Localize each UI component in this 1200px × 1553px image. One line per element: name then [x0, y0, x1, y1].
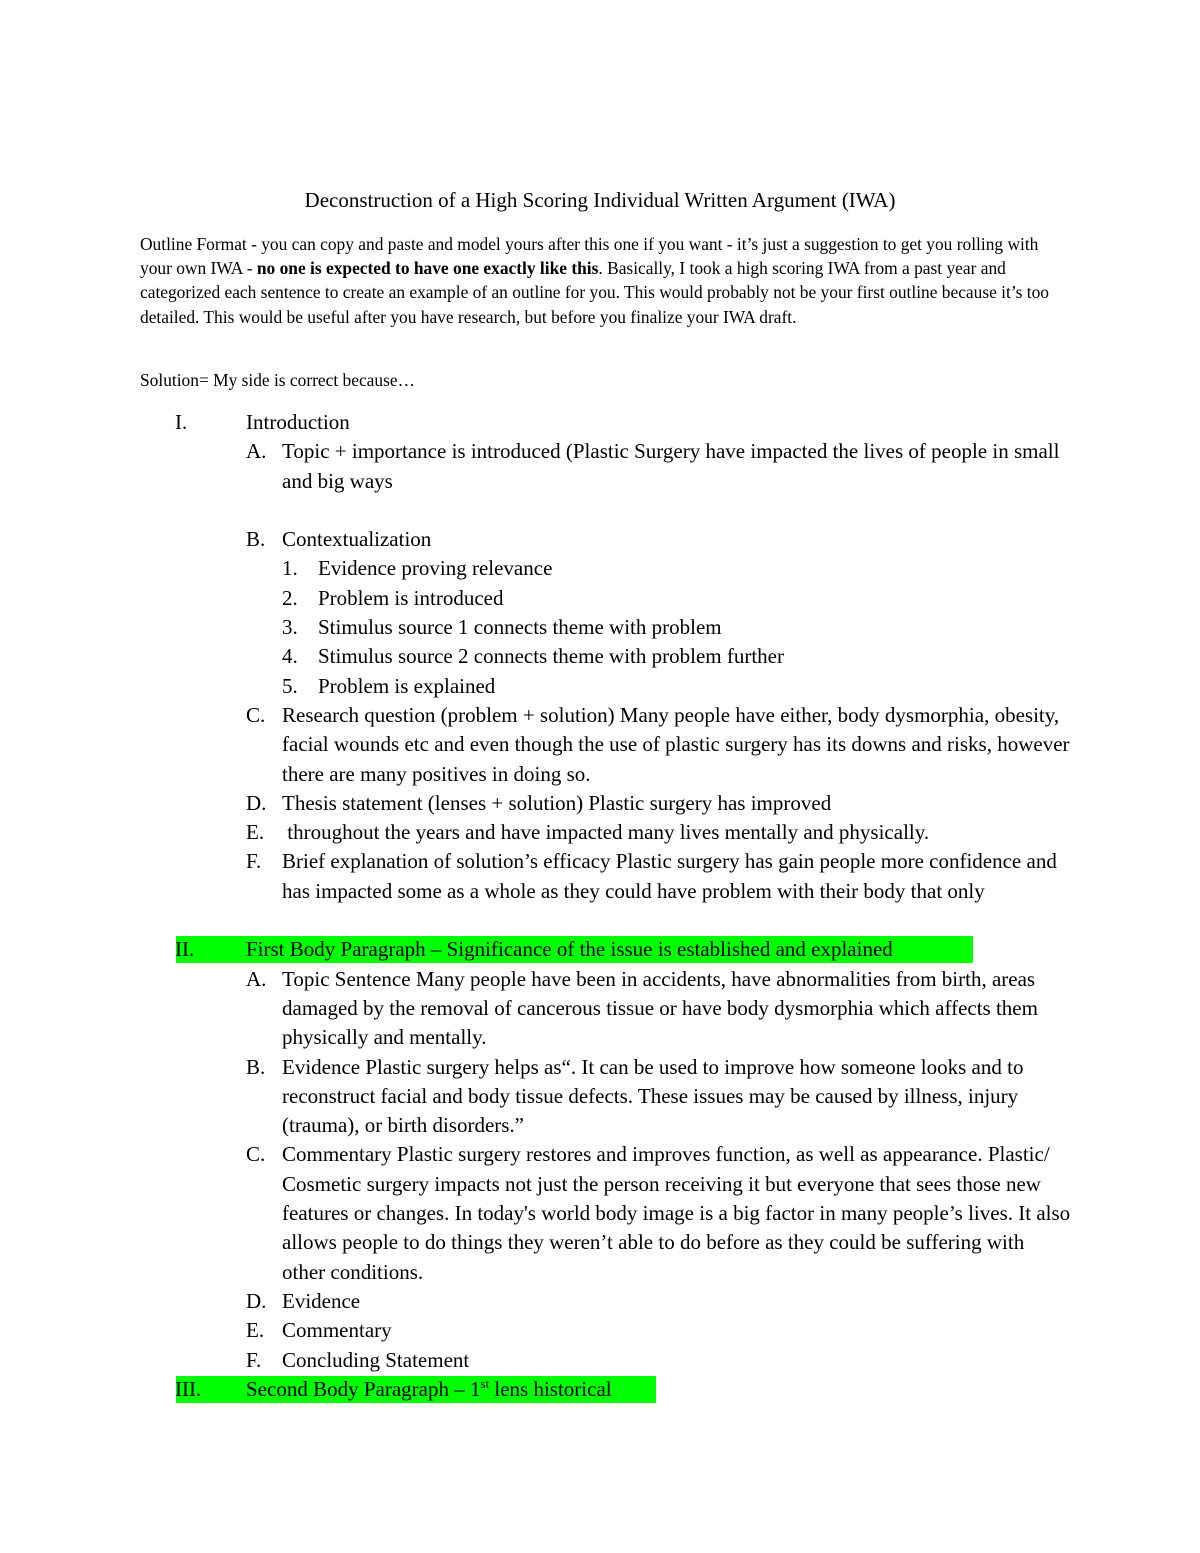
section-marker: III. — [175, 1376, 202, 1401]
outline-subitem — [0, 642, 1200, 671]
outline-item — [0, 1140, 1200, 1287]
subitem-text: Stimulus source 2 connects theme with problem further — [318, 644, 784, 669]
item-marker: D. — [246, 790, 267, 815]
section-marker: I. — [175, 410, 188, 434]
intro-paragraph — [140, 232, 1070, 329]
ordinal-suffix: st — [480, 1375, 490, 1391]
item-marker: E. — [246, 1318, 265, 1343]
subitem-text: Problem is introduced — [318, 585, 504, 610]
subitem-marker: 5. — [282, 673, 298, 698]
subitem-marker: 2. — [282, 585, 298, 610]
subitem-marker: 1. — [282, 556, 298, 581]
item-text: Brief explanation of solution’s efficacy Plastic surgery has gain people more confidence and has impacted some as a whole as they could have problem with their body that only — [282, 849, 1057, 903]
intro-bold-text: no one is expected to have one exactly like this — [256, 258, 599, 279]
section-label — [246, 1375, 612, 1404]
solution-line: Solution= My side is correct because… — [140, 370, 415, 390]
subitem-text: Problem is explained — [318, 673, 496, 698]
item-text: Topic Sentence Many people have been in accidents, have abnormalities from birth, areas damaged by the removal of cancerous tissue or have body dysmorphia which affects them physically and mentally. — [282, 966, 1038, 1050]
section-marker: II. — [175, 937, 195, 962]
subitem-marker: 3. — [282, 615, 298, 640]
item-marker: A. — [246, 966, 267, 991]
item-text: Evidence — [282, 1288, 361, 1313]
item-marker: B. — [246, 1054, 266, 1079]
outline-item — [0, 1346, 1200, 1375]
outline-section-1 — [0, 408, 1200, 437]
item-text: Evidence Plastic surgery helps as“. It can be used to improve how someone looks and to reconstruct facial and body tissue defects. These issues may be caused by illness, injury (trauma), or birth disorders.” — [282, 1054, 1024, 1138]
intro-text-part2: . Basically, I took a high scoring IWA from a past year and categorized each sentence to create an example of an outline for you. This would probably not be your first outline because it’s too detailed. This would be useful after you have research, but before you finalize your IWA draft. — [140, 258, 1049, 327]
outline-item — [0, 1053, 1200, 1141]
item-text: throughout the years and have impacted many lives mentally and physically. — [282, 820, 930, 845]
outline-item — [0, 525, 1200, 554]
item-text: Commentary — [282, 1318, 392, 1343]
outline-subitem — [0, 672, 1200, 701]
item-text: Topic + importance is introduced (Plastic Surgery have impacted the lives of people in small and big ways — [282, 439, 1060, 493]
outline-item — [0, 1287, 1200, 1316]
intro-text-part1: Outline Format - you can copy and paste and model yours after this one if you want - it’s just a suggestion to get you rolling with your own IWA - — [140, 234, 1039, 279]
outline — [0, 408, 1200, 1404]
item-marker: F. — [246, 1347, 262, 1372]
outline-item — [0, 847, 1200, 935]
item-marker: C. — [246, 702, 266, 727]
outline-item — [0, 789, 1200, 818]
section-label: Introduction — [246, 410, 350, 434]
outline-item — [0, 965, 1200, 1053]
item-marker: F. — [246, 849, 262, 874]
item-marker: E. — [246, 820, 265, 845]
section-label: First Body Paragraph – Significance of the issue is established and explained — [246, 937, 893, 962]
subitem-text: Evidence proving relevance — [318, 556, 553, 581]
item-text: Research question (problem + solution) Many people have either, body dysmorphia, obesity, facial wounds etc and even though the use of plastic surgery has its downs and risks, however there are many positives in doing so. — [282, 702, 1070, 786]
outline-section-3 — [0, 1375, 1200, 1404]
item-marker: C. — [246, 1142, 266, 1167]
section-label-text-end: lens historical — [489, 1376, 612, 1401]
outline-item — [0, 1316, 1200, 1345]
subitem-text: Stimulus source 1 connects theme with problem — [318, 615, 722, 640]
item-marker: D. — [246, 1288, 267, 1313]
outline-item — [0, 437, 1200, 496]
outline-item — [0, 818, 1200, 847]
outline-subitem — [0, 613, 1200, 642]
outline-subitem — [0, 584, 1200, 613]
subitem-marker: 4. — [282, 644, 298, 669]
item-text: Contextualization — [282, 527, 432, 552]
item-text: Thesis statement (lenses + solution) Plastic surgery has improved — [282, 790, 832, 815]
section-label-text: Second Body Paragraph – 1 — [246, 1376, 481, 1401]
item-marker: B. — [246, 527, 266, 552]
item-text: Commentary Plastic surgery restores and improves function, as well as appearance. Plastic/ Cosmetic surgery impacts not just the person receiving it but everyone that sees those new features or changes. In today's world body image is a big factor in many people’s lives. It also allows people to do things they weren’t able to do before as they could be suffering with other conditions. — [282, 1142, 1071, 1284]
outline-section-2 — [0, 935, 1200, 964]
document-title: Deconstruction of a High Scoring Individual Written Argument (IWA) — [304, 188, 896, 212]
outline-subitem — [0, 554, 1200, 583]
item-text: Concluding Statement — [282, 1347, 470, 1372]
outline-item — [0, 701, 1200, 789]
item-marker: A. — [246, 439, 267, 464]
